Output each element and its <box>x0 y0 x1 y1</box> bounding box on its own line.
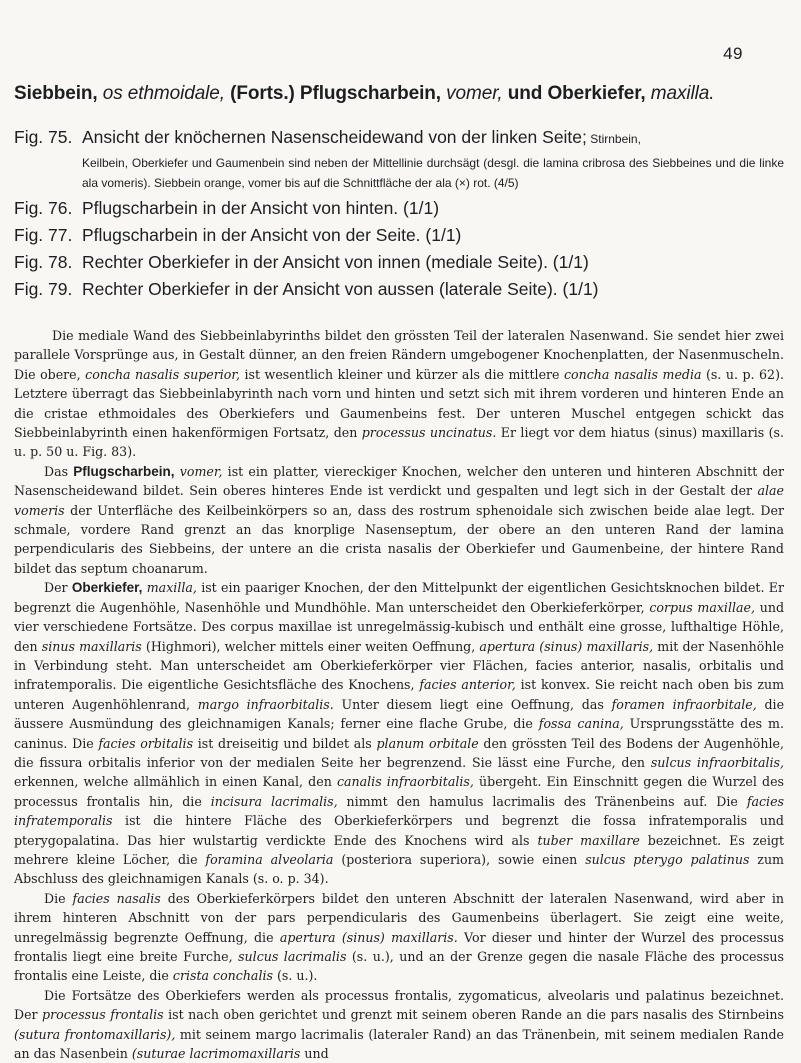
latin-term: maxilla, <box>142 580 197 596</box>
latin-term: (sutura frontomaxillaris), <box>14 1026 176 1042</box>
text-run: (posteriora superiora), sowie einen <box>333 851 586 867</box>
text-run: (Highmori), welcher mittels einer weiten Oeffnung, <box>141 638 480 654</box>
text-run: Der <box>44 580 72 596</box>
bold-term: Pflugscharbein, <box>73 463 175 479</box>
text-run: (s. u. p. 62). Letztere überragt das Siebbeinlabyrinth nach vorn und hinten und setzt sich mit ihrem vorderen und hinteren Ende an die cristae ethmoidales des Oberkiefers und Gaumenbeins fest. Der unteren Muschel entgegen schickt das Siebbeinlabyrinth einen hakenförmigen Fortsatz, den <box>14 366 784 441</box>
figure-caption <box>14 225 784 246</box>
figure-label: Fig. 78. <box>14 252 73 272</box>
paragraph-facies-nasalis <box>14 889 784 986</box>
latin-term: processus frontalis <box>42 1007 164 1023</box>
figure-label: Fig. 76. <box>14 198 73 218</box>
text-run: mit der Nasenhöhle in Verbindung steht. Man unterscheidet am Oberkieferkörper vier Flächen, facies anterior, nasalis, orbitalis und infratemporalis. Die eigentliche Gesichtsfläche des Knochens, <box>14 638 784 693</box>
figure-title: Rechter Oberkiefer in der Ansicht von aussen (laterale Seite). (1/1) <box>82 279 599 299</box>
latin-term: facies orbitalis <box>98 735 194 751</box>
text-run: nimmt den hamulus lacrimalis des Tränenbeins auf. Die <box>337 793 747 809</box>
text-run: Ursprungsstätte des m. caninus. Die <box>14 716 785 751</box>
latin-term: apertura (sinus) maxillaris, <box>479 638 654 654</box>
figure-title: Rechter Oberkiefer in der Ansicht von innen (mediale Seite). (1/1) <box>82 252 589 272</box>
section-heading <box>14 83 784 105</box>
heading-term: vomer, <box>446 83 503 104</box>
paragraph-maxilla <box>14 578 784 889</box>
text-run: Die mediale Wand des Siebbeinlabyrinths bildet den grössten Teil der lateralen Nasenwand. Sie sendet hier zwei parallele Vorsprünge aus, in Gestalt dünner, an den freien Rändern umgebogener Knochenplatten, der Nasenmuscheln. Die obere, <box>14 328 784 382</box>
latin-term: processus uncinatus. <box>361 425 497 441</box>
text-run: des Oberkieferkörpers bildet den unteren Abschnitt der lateralen Nasenwand, wird aber in ihrem hinteren Abschnitt von der pars perpendicularis des Gaumenbeins überlagert. Sie zeigt eine weite, unregelmässig begrenzte Oeffnung, die <box>14 890 784 945</box>
figure-title: Pflugscharbein in der Ansicht von hinten. (1/1) <box>82 198 440 218</box>
figure-title: Pflugscharbein in der Ansicht von der Seite. (1/1) <box>82 225 462 245</box>
latin-term: incisura lacrimalis, <box>210 793 338 809</box>
latin-term: concha nasalis superior, <box>85 366 241 382</box>
text-run: Die Fortsätze des Oberkiefers werden als processus frontalis, zygomaticus, alveolaris und palatinus bezeichnet. Der <box>14 987 784 1023</box>
figure-caption <box>14 127 784 148</box>
text-run: mit seinem margo lacrimalis (lateraler Rand) an das Tränenbein, mit seinem medialen Rande an das Nasenbein <box>14 1026 785 1062</box>
heading-term: maxilla. <box>650 83 715 104</box>
text-run: und vier verschiedene Fortsätze. Des corpus maxillae ist unregelmässig-kubisch und enthält eine grosse, lufthaltige Höhle, den <box>14 599 785 654</box>
figure-captions <box>14 127 784 306</box>
figure-label: Fig. 75. <box>14 127 73 147</box>
figure-title: Ansicht der knöchernen Nasenscheidewand von der linken Seite; <box>82 127 587 147</box>
latin-term: concha nasalis media <box>564 366 702 382</box>
text-run: übergeht. Ein Einschnitt gegen die Wurzel des processus frontalis hin, die <box>14 774 785 809</box>
text-run: den grössten Teil des Bodens der Augenhöhle, die fissura orbitalis inferior von der medialen Seite her begrenzend. Sie lässt eine Furche, den <box>14 735 784 770</box>
figure-caption <box>14 279 784 300</box>
text-run: bezeichnet. Es zeigt mehrere kleine Löcher, die <box>14 832 785 867</box>
paragraph-processes <box>14 986 784 1063</box>
heading-part: und Oberkiefer, <box>502 83 651 104</box>
text-run: zum Abschluss des gleichnamigen Kanals (s. o. p. 34). <box>14 851 784 887</box>
latin-term: alae vomeris <box>14 483 784 518</box>
latin-term: (suturae lacrimomaxillaris <box>131 1046 301 1062</box>
latin-term: sinus maxillaris <box>41 638 142 654</box>
text-run: Er liegt vor dem hiatus (sinus) maxillaris (s. u. p. 50 u. Fig. 83). <box>14 425 784 460</box>
figure-label: Fig. 79. <box>14 279 73 299</box>
figure-label: Fig. 77. <box>14 225 73 245</box>
latin-term: sulcus lacrimalis <box>238 949 347 964</box>
latin-term: fossa canina, <box>538 716 624 732</box>
text-run: der Unterfläche des Keilbeinkörpers so an, dass des rostrum sphenoidale sich zwischen beide alae legt. Der schmale, vordere Rand grenzt an das knorplige Nasenseptum, der obere an den unteren Rand der lamina perpendicularis des Siebbeins, der untere an die crista nasalis der Oberkiefer und Gaumenbeine, der hintere Rand bildet das septum choanarum. <box>14 502 784 576</box>
text-run: die äussere Ausmündung des gleichnamigen Kanals; ferner eine flache Grube, die <box>14 696 785 732</box>
text-run: ist nach oben gerichtet und grenzt mit seinem oberen Rande an die pars nasalis des Stirnbeins <box>163 1007 784 1023</box>
latin-term: facies anterior, <box>419 677 516 693</box>
text-run: (s. u.). <box>272 968 318 984</box>
figure-description: Keilbein, Oberkiefer und Gaumenbein sind neben der Mittellinie durchsägt (desgl. die lamina cribrosa des Siebbeines und die linke ala vomeris). Siebbein orange, vomer bis auf die Schnittfläche der ala (×) rot. (4/5) <box>82 156 784 190</box>
latin-term: sulcus pterygo palatinus <box>585 851 750 867</box>
latin-term: tuber maxillare <box>537 832 640 848</box>
page-number: 49 <box>723 44 743 63</box>
heading-part: Siebbein, <box>14 83 103 104</box>
text-run: Die <box>44 890 73 906</box>
text-run: ist wesentlich kleiner und kürzer als die mittlere <box>240 366 564 382</box>
latin-term: corpus maxillae, <box>649 599 755 615</box>
latin-term: crista conchalis <box>172 968 273 984</box>
bold-term: Oberkiefer, <box>71 580 143 596</box>
latin-term: sulcus infraorbitalis, <box>650 754 785 770</box>
latin-term: facies infratemporalis <box>14 793 784 829</box>
text-run: Vor dieser und hinter der Wurzel des processus frontalis liegt eine breite Furche, <box>14 929 784 964</box>
text-run: (s. u.), und an der Grenze gegen die nasale Fläche des processus frontalis eine Leiste, die <box>14 949 784 984</box>
figure-caption <box>14 252 784 273</box>
paragraph-ethmoid <box>14 326 784 462</box>
heading-part: (Forts.) Pflugscharbein, <box>224 83 447 104</box>
text-run: und <box>300 1046 329 1062</box>
paragraph-vomer <box>14 462 784 578</box>
latin-term: foramina alveolaria <box>205 851 334 867</box>
text-run: ist ein platter, viereckiger Knochen, welcher den unteren und hinteren Abschnitt der Nasenscheidewand bildet. Sein oberes hinteres Ende ist verdickt und gespalten und legt sich in der Gestalt der <box>14 463 784 499</box>
latin-term: margo infraorbitalis. <box>197 696 334 712</box>
latin-term: vomer, <box>174 463 223 479</box>
text-run: erkennen, welche allmählich in einen Kanal, den <box>14 774 337 790</box>
text-run: Unter diesem liegt eine Oeffnung, das <box>333 696 612 712</box>
text-run: ist dreiseitig und bildet als <box>193 735 377 751</box>
body-text <box>14 326 784 1063</box>
latin-term: planum orbitale <box>376 735 479 751</box>
text-run: ist die hintere Fläche des Oberkieferkörpers und begrenzt die fossa infratemporalis und pterygopalatina. Das hier wulstartig verdickte Ende des Knochens wird als <box>14 813 784 848</box>
latin-term: foramen infraorbitale, <box>611 696 757 712</box>
latin-term: canalis infraorbitalis, <box>336 774 474 790</box>
text-run: Das <box>44 463 74 479</box>
heading-term: os ethmoidale, <box>102 83 225 104</box>
latin-term: facies nasalis <box>72 890 161 906</box>
figure-subtitle: Stirnbein, <box>586 132 641 146</box>
text-run: ist konvex. Sie reicht nach oben bis zum unteren Augenhöhlenrand, <box>14 677 785 712</box>
text-run: ist ein paariger Knochen, der den Mittelpunkt der eigentlichen Gesichtsknochen bildet. Er begrenzt die Augenhöhle, Nasenhöhle und Mundhöhle. Man unterscheidet den Oberkieferkörper, <box>14 580 784 615</box>
latin-term: apertura (sinus) maxillaris. <box>279 929 458 945</box>
figure-caption <box>14 198 784 219</box>
